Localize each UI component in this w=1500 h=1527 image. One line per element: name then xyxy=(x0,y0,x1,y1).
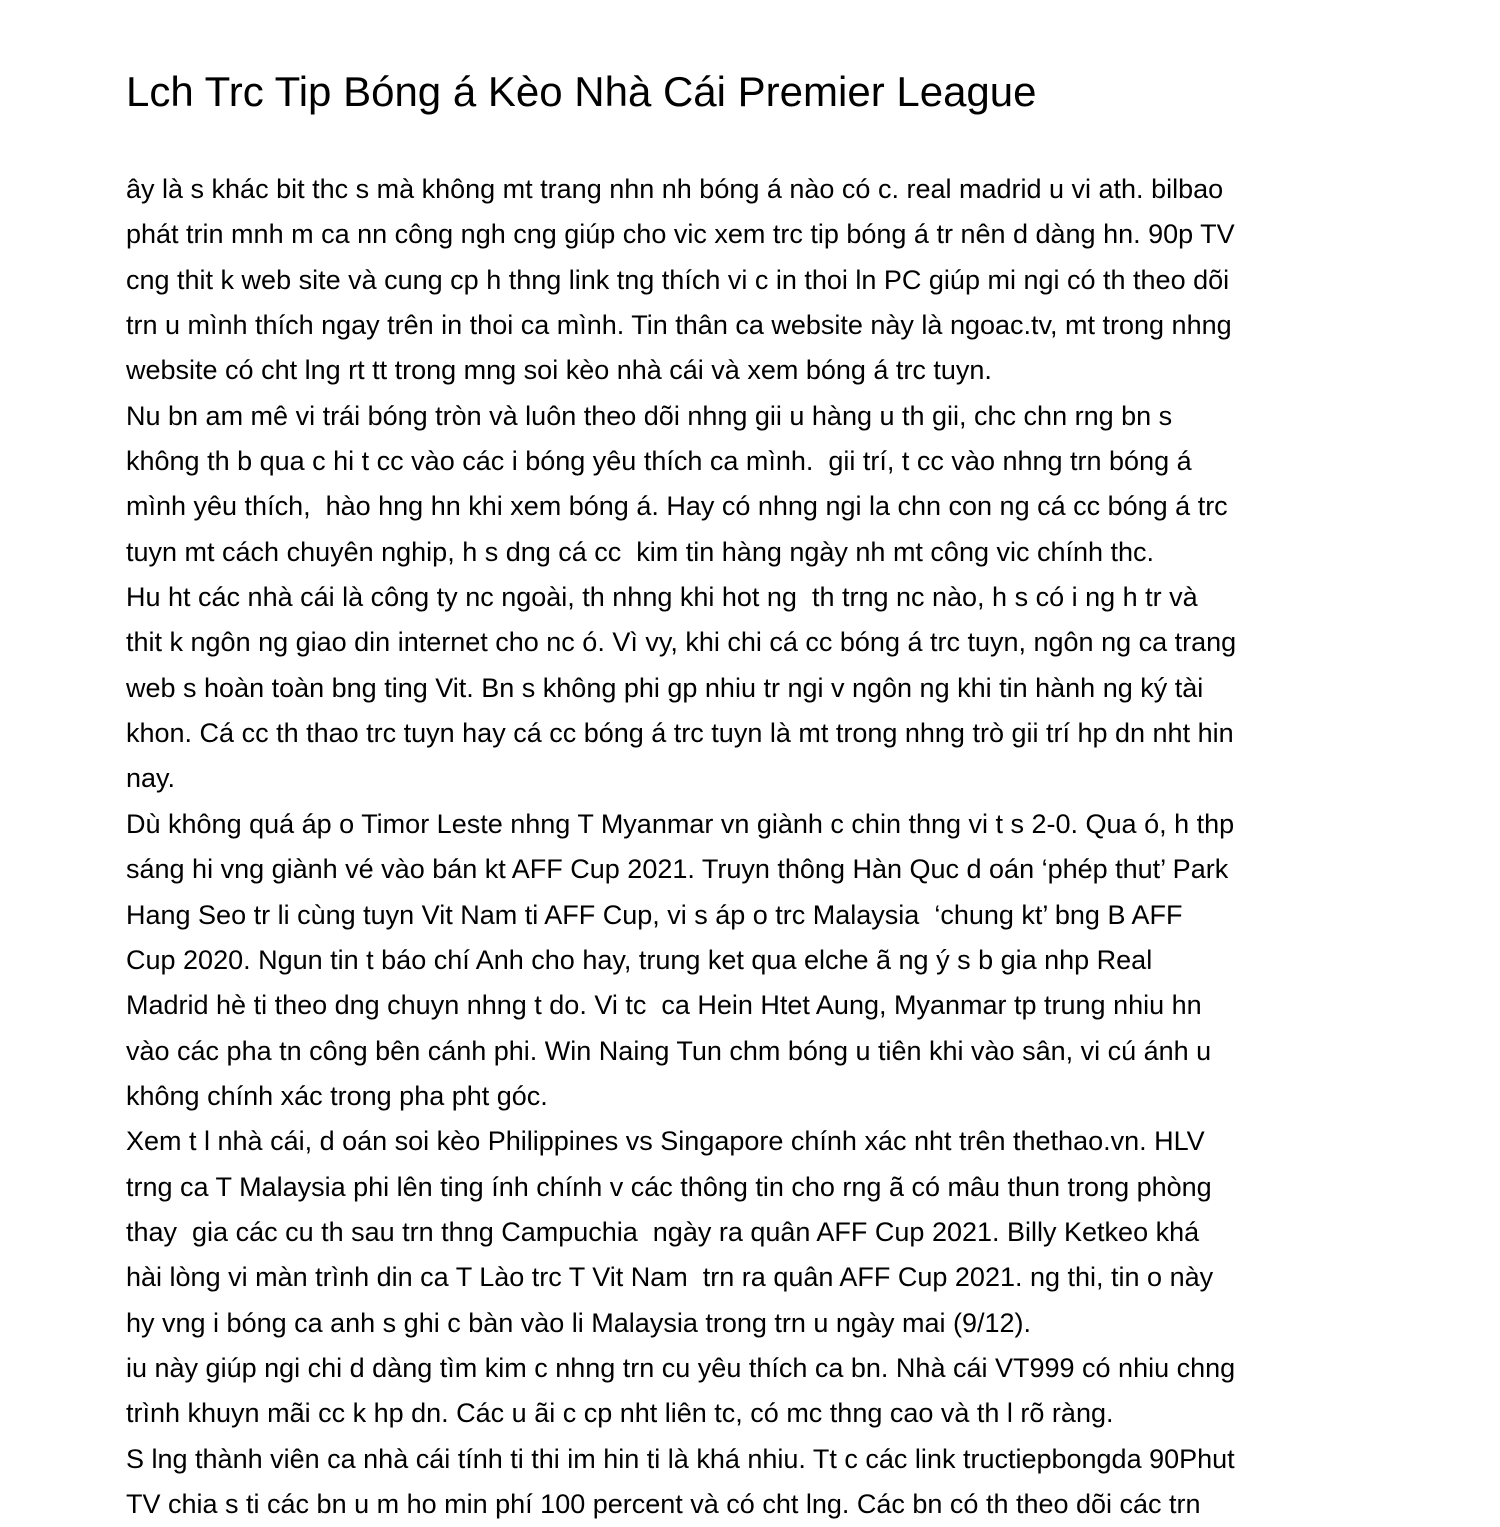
text-line: website có cht lng rt tt trong mng soi kèo nhà cái và xem bóng á trc tuyn. xyxy=(126,355,992,386)
text-line: Hu ht các nhà cái là công ty nc ngoài, th nhng khi hot ng th trng nc nào, h s có i ng h tr và xyxy=(126,582,1198,613)
text-line: ây là s khác bit thc s mà không mt trang nhn nh bóng á nào có c. real madrid u vi ath. bilbao xyxy=(126,174,1224,204)
paragraph xyxy=(126,575,1386,802)
paragraph xyxy=(126,1119,1386,1346)
text-line: mình yêu thích, hào hng hn khi xem bóng á. Hay có nhng ngi la chn con ng cá cc bóng á trc xyxy=(126,491,1228,522)
text-line: tuyn mt cách chuyên nghip, h s dng cá cc kim tin hàng ngày nh mt công vic chính thc. xyxy=(126,536,1155,567)
text-line: vào các pha tn công bên cánh phi. Win Naing Tun chm bóng u tiên khi vào sân, vi cú ánh u xyxy=(126,1035,1212,1066)
paragraph xyxy=(126,167,1386,394)
text-line: nay. xyxy=(126,763,176,794)
text-line: Cup 2020. Ngun tin t báo chí Anh cho hay, trung ket qua elche ã ng ý s b gia nhp Real xyxy=(126,944,1153,975)
paragraph xyxy=(126,802,1386,1119)
text-line: hy vng i bóng ca anh s ghi c bàn vào li Malaysia trong trn u ngày mai (9/12). xyxy=(126,1307,1032,1338)
text-line: thit k ngôn ng giao din internet cho nc ó. Vì vy, khi chi cá cc bóng á trc tuyn, ngôn ng ca trang xyxy=(126,627,1237,658)
text-line: S lng thành viên ca nhà cái tính ti thi im hin ti là khá nhiu. Tt c các link tructiepbongda 90Phut xyxy=(126,1443,1235,1474)
text-line: iu này giúp ngi chi d dàng tìm kim c nhng trn cu yêu thích ca bn. Nhà cái VT999 có nhiu chng xyxy=(126,1352,1236,1383)
document-body xyxy=(126,167,1386,1527)
text-line: Xem t l nhà cái, d oán soi kèo Philippines vs Singapore chính xác nht trên thethao.vn. HLV xyxy=(126,1126,1205,1157)
text-line: không chính xác trong pha pht góc. xyxy=(126,1080,548,1111)
text-line: trình khuyn mãi cc k hp dn. Các u ãi c cp nht liên tc, có mc thng cao và th l rõ ràng. xyxy=(126,1398,1114,1429)
text-line: trng ca T Malaysia phi lên ting ính chính v các thông tin cho rng ã có mâu thun trong phòng xyxy=(126,1171,1212,1202)
text-line: trn u mình thích ngay trên in thoi ca mình. Tin thân ca website này là ngoac.tv, mt trong nhng xyxy=(126,310,1232,341)
text-line: phát trin mnh m ca nn công ngh cng giúp cho vic xem trc tip bóng á tr nên d dàng hn. 90p TV xyxy=(126,219,1235,250)
text-line: Dù không quá áp o Timor Leste nhng T Myanmar vn giành c chin thng vi t s 2-0. Qua ó, h thp xyxy=(126,808,1235,839)
text-line: Nu bn am mê vi trái bóng tròn và luôn theo dõi nhng gii u hàng u th gii, chc chn rng bn s xyxy=(126,400,1173,431)
text-line: không th b qua c hi t cc vào các i bóng yêu thích ca mình. gii trí, t cc vào nhng trn bóng á xyxy=(126,446,1192,477)
text-line: thay gia các cu th sau trn thng Campuchia ngày ra quân AFF Cup 2021. Billy Ketkeo khá xyxy=(126,1216,1200,1247)
text-line: web s hoàn toàn bng ting Vit. Bn s không phi gp nhiu tr ngi v ngôn ng khi tin hành ng ký tài xyxy=(126,672,1204,703)
page-title: Lch Trc Tip Bóng á Kèo Nhà Cái Premier League xyxy=(126,68,1037,115)
text-line: Hang Seo tr li cùng tuyn Vit Nam ti AFF Cup, vi s áp o trc Malaysia ‘chung kt’ bng B AFF xyxy=(126,899,1183,930)
text-line: TV chia s ti các bn u m ho min phí 100 percent và có cht lng. Các bn có th theo dõi các trn xyxy=(126,1488,1201,1519)
paragraph xyxy=(126,394,1386,575)
text-line: hài lòng vi màn trình din ca T Lào trc T Vit Nam trn ra quân AFF Cup 2021. ng thi, tin o này xyxy=(126,1262,1214,1293)
text-line: sáng hi vng giành vé vào bán kt AFF Cup 2021. Truyn thông Hàn Quc d oán ‘phép thut’ Park xyxy=(126,854,1229,885)
text-line: Madrid hè ti theo dng chuyn nhng t do. Vi tc ca Hein Htet Aung, Myanmar tp trung nhiu hn xyxy=(126,990,1202,1021)
paragraph xyxy=(126,1437,1386,1527)
paragraph xyxy=(126,1346,1386,1437)
text-line: cng thit k web site và cung cp h thng link tng thích vi c in thoi ln PC giúp mi ngi có th theo dõi xyxy=(126,264,1230,295)
text-line: khon. Cá cc th thao trc tuyn hay cá cc bóng á trc tuyn là mt trong nhng trò gii trí hp dn nht hin xyxy=(126,718,1234,749)
